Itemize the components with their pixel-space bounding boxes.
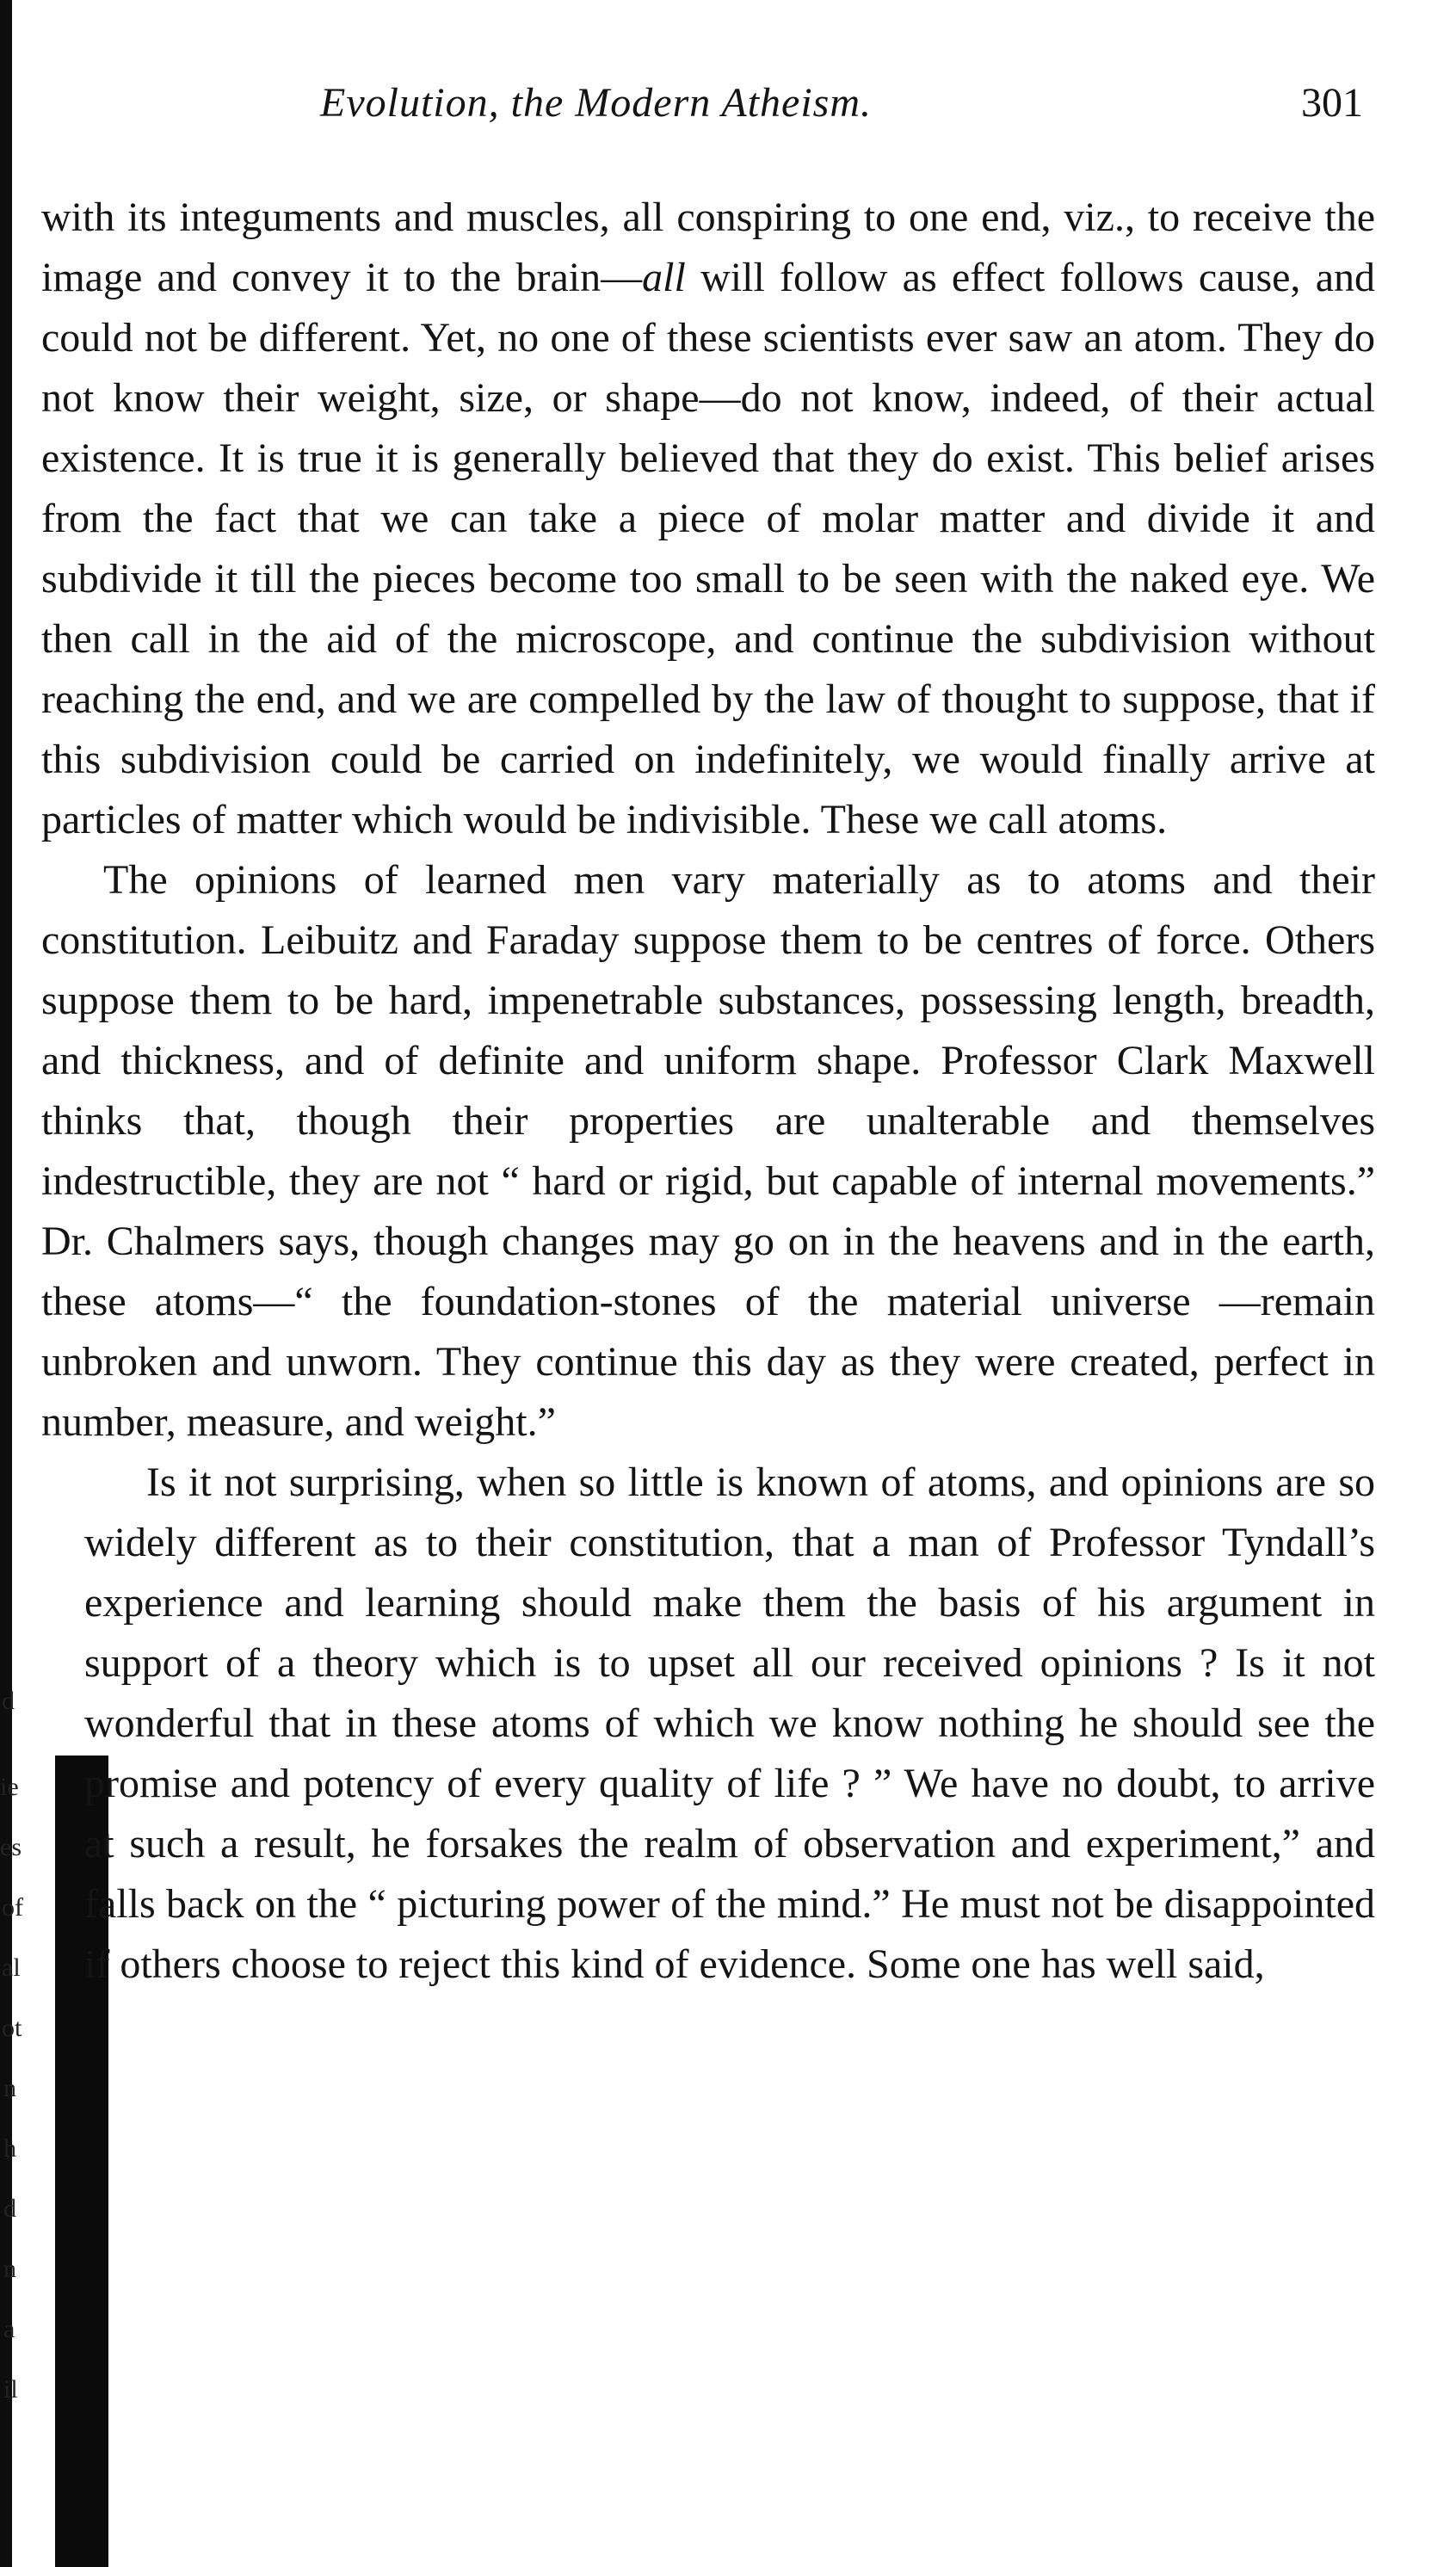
page-body <box>41 188 1375 1995</box>
margin-fragment: ie <box>0 1773 19 1801</box>
paragraph-1-emphasis: all <box>642 255 686 300</box>
running-title: Evolution, the Modern Atheism. <box>320 80 873 126</box>
page-header <box>320 79 1363 139</box>
paragraph-3: Is it not surprising, when so little is known of atoms, and opinions are so widely different as to their constitution, that a man of Professor Tyndall’s experience and learning should make them the basis of his argument in support of a theory which is to upset all our received opinions ? Is it not wonderful that in these atoms of which we know nothing he should see the promise and potency of every quality of life ? ” We have no doubt, to arrive at such a result, he forsakes the realm of observation and experiment,” and falls back on the “ picturing power of the mind.” He must not be disappointed if others choose to reject this kind of evidence. Some one has well said, <box>84 1459 1375 1987</box>
margin-fragment: d <box>2 1687 15 1715</box>
margin-fragment: es <box>0 1833 22 1861</box>
paragraph-2: The opinions of learned men vary materially as to atoms and their constitution. Leibuitz and Faraday suppose them to be centres of force. Others suppose them to be hard, impenetrable substances, possessing length, breadth, and thickness, and of definite and uniform shape. Professor Clark Maxwell thinks that, though their properties are unalterable and themselves indestructible, they are not “ hard or rigid, but capable of internal movements.” Dr. Chalmers says, though changes may go on in the heavens and in the earth, these atoms—“ the foundation-stones of the material universe —remain unbroken and unworn. They continue this day as they were created, perfect in number, measure, and weight.” <box>41 857 1375 1445</box>
margin-fragment: n <box>3 2074 16 2102</box>
paragraph-1-text: with its integuments and muscles, all conspiring to one end, viz., to receive the image and convey it to the brain— <box>41 194 1375 300</box>
paragraph-1-text-cont: will follow as effect follows cause, and could not be different. Yet, no one of these scientists ever saw an atom. They do not know their weight, size, or shape—do not know, indeed, of their actual existence. It is true it is generally believed that they do exist. This belief arises from the fact that we can take a piece of molar matter and divide it and subdivide it till the pieces become too small to be seen with the naked eye. We then call in the aid of the microscope, and continue the subdivision without reaching the end, and we are compelled by the law of thought to suppose, that if this subdivision could be carried on indefinitely, we would finally arrive at particles of matter which would be indivisible. These we call atoms. <box>41 255 1376 842</box>
margin-fragment: of <box>2 1893 23 1922</box>
margin-fragment: h <box>3 2134 16 2163</box>
margin-fragment: d <box>3 2194 16 2223</box>
margin-fragment: il <box>3 2375 18 2403</box>
paragraph-1 <box>41 188 1375 850</box>
binding-shadow <box>0 0 12 2567</box>
margin-fragment: ot <box>2 2014 22 2042</box>
margin-fragment: al <box>2 1953 21 1982</box>
margin-fragment: a <box>3 2315 15 2343</box>
page-number: 301 <box>1301 80 1363 126</box>
margin-fragment: n <box>3 2255 16 2283</box>
